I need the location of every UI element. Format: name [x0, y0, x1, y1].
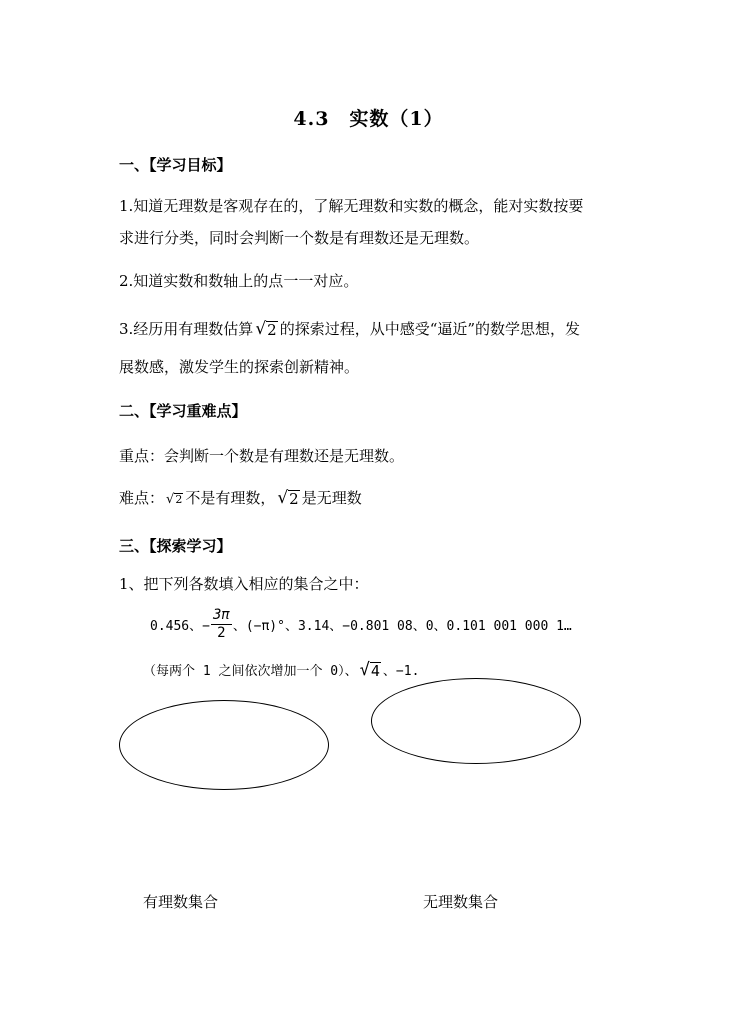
task-1: 1、把下列各数填入相应的集合之中：: [119, 575, 369, 593]
rational-set-label: 有理数集合: [143, 893, 219, 911]
difficulty-line: [119, 487, 362, 508]
numbers-part-d: 、−1.: [382, 664, 420, 679]
goal-3-text-post: 的探索过程，从中感受“逼近”的数学思想，发: [279, 320, 581, 338]
difficulty-post: 是无理数: [301, 489, 362, 507]
section-heading-goals: 一、【学习目标】: [119, 156, 232, 174]
sqrt-2: √ 2: [277, 488, 299, 508]
numbers-line-2: [143, 660, 419, 679]
irrational-set-label: 无理数集合: [423, 893, 499, 911]
numbers-part-b: 、(−π)°、3.14、−0.801 08、0、0.101 001 000 1…: [232, 618, 572, 634]
numbers-part-c: （每两个 1 之间依次增加一个 0）、: [143, 664, 358, 679]
numbers-line-1: [150, 607, 572, 642]
sqrt-2: √ 2: [255, 319, 277, 339]
sqrt-4: √ 4: [359, 660, 380, 680]
difficulty-mid: 不是有理数，: [185, 489, 276, 507]
key-point: 重点：会判断一个数是有理数还是无理数。: [119, 447, 405, 465]
sqrt-2-small: √ 2: [166, 492, 183, 507]
goal-3-line-2: 展数感，激发学生的探索创新精神。: [119, 358, 360, 376]
goal-3-text-pre: 3.经历用有理数估算: [119, 320, 254, 338]
difficulty-label: 难点：: [119, 489, 165, 507]
section-heading-explore: 三、【探索学习】: [119, 537, 232, 555]
section-heading-key-points: 二、【学习重难点】: [119, 402, 247, 420]
goal-3-line-1: [119, 318, 580, 339]
goal-2: 2.知道实数和数轴上的点一一对应。: [119, 272, 359, 290]
rational-set-ellipse: [119, 700, 329, 790]
fraction-3pi-over-2: $\frac{3\pi}{2}$: [212, 607, 230, 641]
goal-1-line-2: 求进行分类，同时会判断一个数是有理数还是无理数。: [119, 229, 480, 247]
irrational-set-ellipse: [371, 678, 581, 764]
numbers-part-a: 0.456、−: [150, 618, 210, 634]
goal-1-line-1: 1.知道无理数是客观存在的，了解无理数和实数的概念，能对实数按要: [119, 197, 584, 215]
page-title: 4.3 实数（1）: [293, 108, 444, 130]
